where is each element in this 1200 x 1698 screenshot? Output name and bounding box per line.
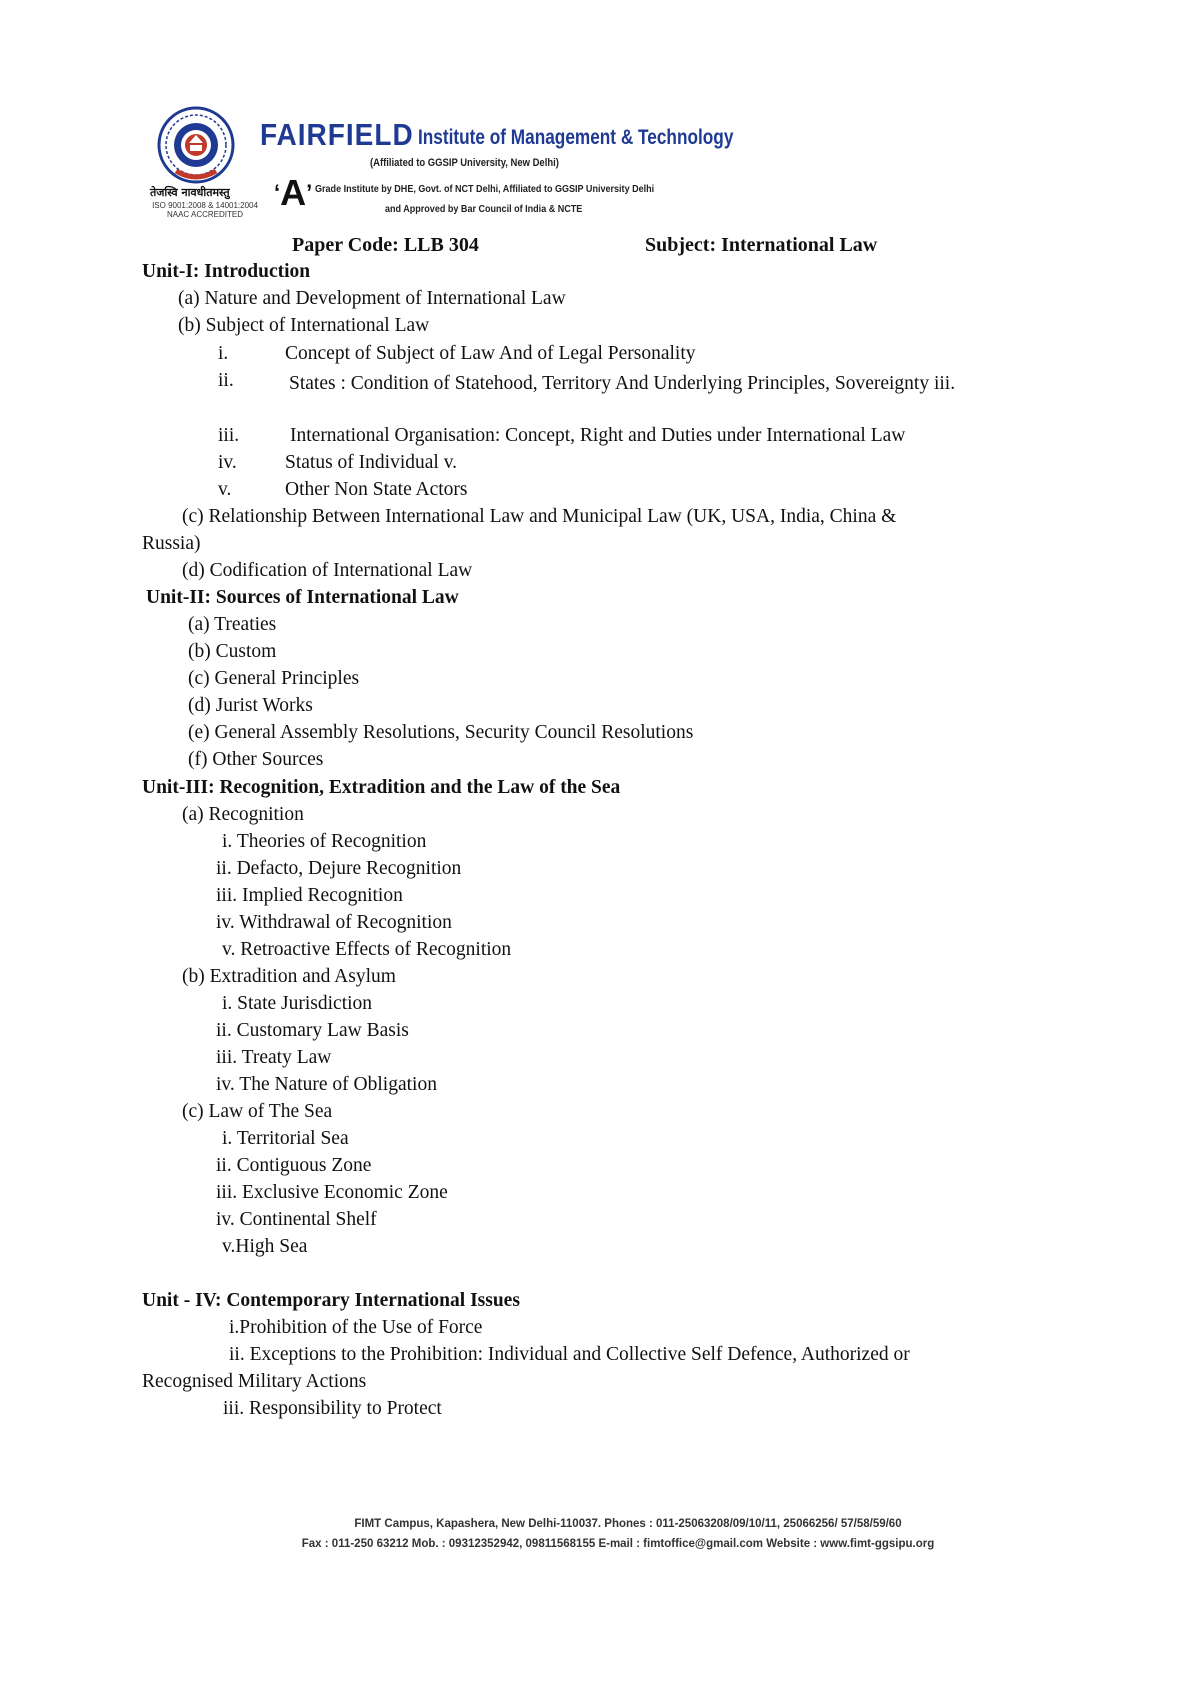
unit3-a-subitem: ii. Defacto, Dejure Recognition bbox=[216, 858, 462, 879]
unit4-title: Unit - IV: Contemporary International Issues bbox=[142, 1290, 520, 1311]
unit3-c-subitem: i. Territorial Sea bbox=[222, 1128, 349, 1149]
unit3-b-subitem: i. State Jurisdiction bbox=[222, 993, 373, 1014]
affiliation-text: (Affiliated to GGSIP University, New Delhi) bbox=[370, 157, 559, 169]
unit4-item-i: i.Prohibition of the Use of Force bbox=[229, 1317, 483, 1338]
unit3-title: Unit-III: Recognition, Extradition and the Law of the Sea bbox=[142, 777, 621, 798]
unit1-b-item-4: Status of Individual v. bbox=[285, 452, 458, 473]
unit1-title: Unit-I: Introduction bbox=[142, 261, 311, 282]
unit2-item: (d) Jurist Works bbox=[188, 695, 313, 716]
unit2-item: (c) General Principles bbox=[188, 668, 360, 689]
footer-contact: Fax : 011-250 63212 Mob. : 09312352942, 09811568155 E-mail : fimtoffice@gmail.com Website : www.fimt-ggsipu.org bbox=[301, 1538, 935, 1550]
unit1-b-num-5: v. bbox=[218, 479, 232, 500]
institute-name bbox=[260, 119, 802, 151]
unit1-b-num-4: iv. bbox=[218, 452, 237, 473]
unit3-a-subitem: iv. Withdrawal of Recognition bbox=[216, 912, 452, 933]
grade-text: Grade Institute by DHE, Govt. of NCT Delhi, Affiliated to GGSIP University Delhi bbox=[315, 183, 655, 195]
unit1-b-num-2: ii. bbox=[218, 370, 234, 391]
unit3-c-subitem: v.High Sea bbox=[222, 1236, 308, 1257]
unit2-item: (b) Custom bbox=[188, 641, 277, 662]
brand-name: FAIRFIELD bbox=[260, 117, 414, 152]
unit1-item-c-cont: Russia) bbox=[142, 533, 201, 554]
unit1-item-d: (d) Codification of International Law bbox=[182, 560, 473, 581]
unit3-c-subitem: ii. Contiguous Zone bbox=[216, 1155, 372, 1176]
unit2-title: Unit-II: Sources of International Law bbox=[146, 587, 459, 608]
unit3-item-c: (c) Law of The Sea bbox=[182, 1101, 333, 1122]
naac-line: NAAC ACCREDITED bbox=[166, 210, 243, 219]
footer-address: FIMT Campus, Kapashera, New Delhi-110037. Phones : 011-25063208/09/10/11, 25066256/ 57/58/59/60 bbox=[354, 1518, 902, 1530]
unit4-item-ii: ii. Exceptions to the Prohibition: Individual and Collective Self Defence, Authorized or bbox=[229, 1344, 910, 1365]
institute-seal-icon bbox=[156, 105, 236, 185]
subject-title: Subject: International Law bbox=[645, 234, 878, 256]
unit1-b-num-1: i. bbox=[218, 343, 229, 364]
letterhead bbox=[150, 105, 734, 225]
unit3-item-a: (a) Recognition bbox=[182, 804, 304, 825]
unit2-item: (f) Other Sources bbox=[188, 749, 324, 770]
unit3-c-subitem: iv. Continental Shelf bbox=[216, 1209, 377, 1230]
unit1-b-num-3: iii. bbox=[218, 425, 240, 446]
unit1-item-c: (c) Relationship Between International Law and Municipal Law (UK, USA, India, China & bbox=[182, 506, 897, 527]
unit3-b-subitem: ii. Customary Law Basis bbox=[216, 1020, 409, 1041]
unit1-b-item-2: States : Condition of Statehood, Territory And Underlying Principles, Sovereignty iii. bbox=[289, 373, 956, 394]
grade-a-mark: ‘A’ bbox=[274, 172, 313, 213]
unit3-item-b: (b) Extradition and Asylum bbox=[182, 966, 396, 987]
institute-full-name: Institute of Management & Technology bbox=[417, 126, 734, 149]
approval-text: and Approved by Bar Council of India & NCTE bbox=[385, 203, 583, 215]
unit1-b-item-3: International Organisation: Concept, Right and Duties under International Law bbox=[290, 425, 906, 446]
unit3-a-subitem: v. Retroactive Effects of Recognition bbox=[222, 939, 512, 960]
iso-line: ISO 9001:2008 & 14001:2004 bbox=[152, 201, 258, 210]
institute-motto: तेजस्वि नावधीतमस्तु bbox=[150, 186, 230, 199]
paper-code: Paper Code: LLB 304 bbox=[292, 234, 479, 256]
unit3-a-subitem: i. Theories of Recognition bbox=[222, 831, 427, 852]
unit3-c-subitem: iii. Exclusive Economic Zone bbox=[216, 1182, 448, 1203]
grade-letter: A bbox=[280, 172, 307, 213]
unit3-b-subitem: iv. The Nature of Obligation bbox=[216, 1074, 437, 1095]
unit3-b-subitem: iii. Treaty Law bbox=[216, 1047, 332, 1068]
unit4-item-ii-cont: Recognised Military Actions bbox=[142, 1371, 367, 1392]
unit1-b-item-1: Concept of Subject of Law And of Legal Personality bbox=[285, 343, 696, 364]
unit4-item-iii: iii. Responsibility to Protect bbox=[223, 1398, 442, 1419]
unit1-item-b: (b) Subject of International Law bbox=[178, 315, 430, 336]
unit3-a-subitem: iii. Implied Recognition bbox=[216, 885, 403, 906]
unit1-item-a: (a) Nature and Development of International Law bbox=[178, 288, 566, 309]
unit2-item: (a) Treaties bbox=[188, 614, 277, 635]
unit2-item: (e) General Assembly Resolutions, Security Council Resolutions bbox=[188, 722, 694, 743]
accreditation-text bbox=[150, 201, 260, 219]
unit1-b-item-5: Other Non State Actors bbox=[285, 479, 468, 500]
